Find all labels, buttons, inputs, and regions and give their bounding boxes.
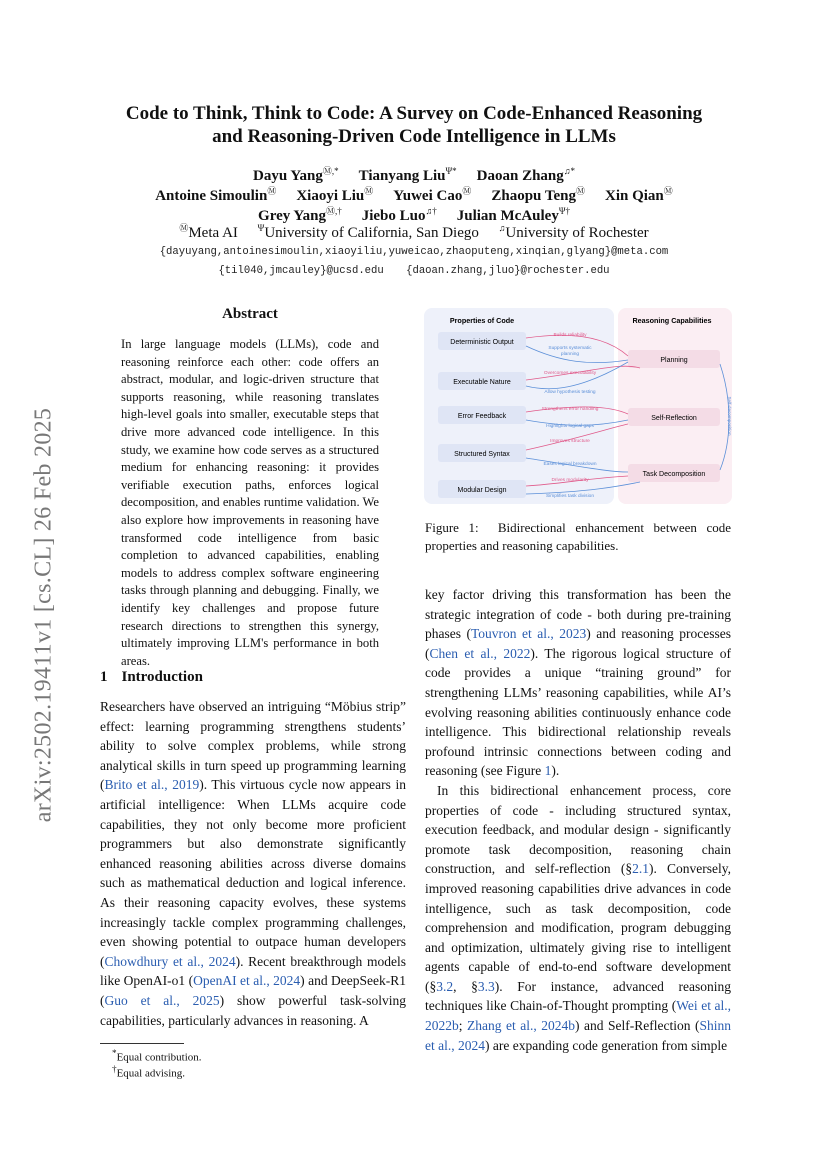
author-affiliation-mark: ♫† bbox=[425, 206, 437, 216]
node-modular-design bbox=[438, 480, 526, 498]
affiliations bbox=[80, 221, 748, 242]
svg-text:Task Decomposition: Task Decomposition bbox=[642, 471, 706, 478]
section-heading-introduction bbox=[100, 669, 203, 686]
section-title: Introduction bbox=[121, 669, 203, 685]
author-name: Julian McAuley$^{\Psi\dagger}$ bbox=[456, 206, 570, 224]
body-text: ). bbox=[551, 763, 560, 779]
svg-text:Improves structure: Improves structure bbox=[550, 439, 590, 444]
caption-label: Figure 1: bbox=[425, 520, 479, 535]
left-header: Properties of Code bbox=[449, 316, 515, 325]
author-affiliation-mark: Ⓜ bbox=[462, 186, 472, 196]
citation-link[interactable]: OpenAI et al., 2024 bbox=[193, 973, 301, 989]
node-planning bbox=[628, 350, 720, 368]
author-name: Zhaopu TengⓂ bbox=[491, 186, 585, 204]
svg-text:Strengthens error handling: Strengthens error handling bbox=[541, 407, 599, 412]
author-affiliation-mark: Ψ* bbox=[445, 166, 457, 176]
svg-text:planning: planning bbox=[560, 352, 580, 357]
body-text: ). Recent breakthrough models like OpenAI-o1 ( bbox=[100, 953, 406, 989]
citation-link[interactable]: 3.2 bbox=[436, 978, 454, 994]
affiliation-ucsd: $^\Psi$University of California, San Diego bbox=[257, 223, 479, 241]
title-line-2: and Reasoning-Driven Code Intelligence in LLMs bbox=[212, 126, 616, 147]
svg-text:Overcomes executability: Overcomes executability bbox=[543, 371, 597, 376]
author-affiliation-mark: Ⓜ bbox=[575, 186, 585, 196]
body-text: ) and DeepSeek-R1 ( bbox=[100, 973, 406, 1008]
author-affiliation-mark: Ⓜ bbox=[663, 186, 673, 196]
citation-link[interactable]: 2.1 bbox=[632, 861, 649, 877]
svg-text:Eases logical breakdown: Eases logical breakdown bbox=[543, 462, 597, 467]
email-line-2 bbox=[80, 265, 748, 277]
right-column-text bbox=[425, 585, 731, 1055]
author-name: Xin QianⓂ bbox=[605, 186, 673, 204]
node-structured-syntax bbox=[438, 444, 526, 462]
email-meta-link[interactable]: {dayuyang,antoinesimoulin,xiaoyiliu,yuweicao,zhaoputeng,xinqian,glyang}@meta.com bbox=[159, 246, 669, 258]
body-text: ) are expanding code generation from simple bbox=[485, 1037, 728, 1053]
abstract-text: In large language models (LLMs), code and reasoning reinforce each other: code offers an abstract, modular, and logic-driven structure that supports reasoning, while reasoning translates high-level goals into smaller, executable steps that drive more advanced code intelligence. In this study, we examine how code serves as a structured medium for enhancing reasoning: it provides verifiable execution paths, enforces logical decomposition, and enables runtime validation. We also explore how improvements in reasoning have transformed code intelligence from basic completion to advanced capabilities, enabling models to address complex software engineering tasks through planning and debugging. Finally, we identify key challenges and propose future research directions to strengthen this synergy, ultimately improving LLM's performance in both areas. bbox=[121, 337, 379, 668]
arxiv-sidebar-stamp bbox=[24, 370, 64, 860]
caption-text: Bidirectional enhancement between code properties and reasoning capabilities. bbox=[425, 520, 732, 553]
footnote-equal-advising: †Equal advising. bbox=[112, 1064, 186, 1080]
node-task-decomposition bbox=[628, 464, 720, 482]
author-name: Antoine SimoulinⓂ bbox=[155, 186, 277, 204]
body-text: ; bbox=[458, 1018, 468, 1034]
citation-link[interactable]: 3.3 bbox=[477, 978, 495, 994]
author-name: Grey YangⓂ,† bbox=[258, 206, 342, 224]
citation-link[interactable]: Brito et al., 2019 bbox=[104, 777, 200, 793]
body-text: ). The rigorous logical structure of code provides a unique “training ground” for strengthening LLMs’ reasoning capabilities, while AI’s evolving reasoning abilities continuously enhance code intelligence. This bidirectional relationship reveals profound intrinsic connections between coding and reasoning (see Figure bbox=[425, 645, 732, 779]
body-text: ). For instance, advanced reasoning techniques like Chain-of-Thought prompting ( bbox=[425, 978, 731, 1014]
affiliation-rochester: ♫University of Rochester bbox=[498, 223, 649, 241]
body-text: ) show powerful task-solving capabilities, particularly advances in reasoning. A bbox=[100, 992, 406, 1028]
right-paragraph-2 bbox=[425, 781, 731, 1055]
right-paragraph-1 bbox=[425, 585, 731, 781]
author-affiliation-mark: Ⓜ bbox=[267, 186, 277, 196]
node-self-reflection bbox=[628, 408, 720, 426]
svg-text:Modular Design: Modular Design bbox=[457, 487, 507, 494]
body-text: In this bidirectional enhancement process, core properties of code - including structured syntax, execution feedback, and modular design - significantly promote task decomposition, reasoning chain construction, and self-reflection (§ bbox=[425, 782, 731, 877]
citation-link[interactable]: Chen et al., 2022 bbox=[429, 645, 531, 661]
intro-paragraph-1 bbox=[100, 697, 406, 1030]
svg-text:Supports systematic: Supports systematic bbox=[548, 346, 592, 351]
body-text: ) and Self-Reflection ( bbox=[575, 1018, 700, 1034]
citation-link[interactable]: Guo et al., 2025 bbox=[104, 992, 220, 1008]
citation-link[interactable]: 1 bbox=[544, 763, 552, 779]
body-text: ). Conversely, improved reasoning capabilities drive advances in code intelligence, such as task decomposition, code comprehension and modification, program debugging and optimization, ultimately giving rise to intelligent agents capable of end-to-end software development (§ bbox=[425, 861, 732, 994]
author-name: Yuwei CaoⓂ bbox=[393, 186, 472, 204]
citation-link[interactable]: Touvron et al., 2023 bbox=[471, 626, 587, 642]
svg-text:Drives modularity: Drives modularity bbox=[551, 478, 589, 483]
svg-text:Highlights logical gaps: Highlights logical gaps bbox=[546, 424, 594, 429]
affiliation-meta: ⓂMeta AI bbox=[179, 223, 238, 241]
author-affiliation-mark: ♫* bbox=[563, 166, 576, 176]
email-rochester-link[interactable]: {daoan.zhang,jluo}@rochester.edu bbox=[406, 265, 610, 277]
title-line-1: Code to Think, Think to Code: A Survey on Code-Enhanced Reasoning bbox=[125, 103, 703, 124]
body-text: Researchers have observed an intriguing “Möbius strip” effect: learning programming strengthens students’ ability to solve complex problems, while strong analytical skills in turn speed up programming learning ( bbox=[100, 699, 406, 793]
svg-text:Simplifies task division: Simplifies task division bbox=[546, 494, 594, 499]
body-text: ). This virtuous cycle now appears in artificial intelligence: When LLMs acquire code capabilities, they not only become more proficient programmers but also demonstrate significantly enhanced reasoning abilities across diverse domains such as mathematical deduction and logical inference. As their reasoning capacity evolves, these systems increasingly tackle complex programming challenges, even showing potential to outpace human developers ( bbox=[100, 777, 406, 969]
citation-link[interactable]: Zhang et al., 2024b bbox=[467, 1018, 576, 1034]
side-label: Self-decomposition bbox=[727, 396, 732, 436]
svg-text:Allow hypothesis testing: Allow hypothesis testing bbox=[544, 390, 596, 395]
svg-text:Builds reliability: Builds reliability bbox=[553, 333, 587, 338]
body-text: key factor driving this transformation has been the strategic integration of code - both during pre-training phases ( bbox=[425, 587, 731, 642]
svg-text:Self-Reflection: Self-Reflection bbox=[651, 415, 697, 422]
author-affiliation-mark: Ⓜ,† bbox=[325, 206, 342, 216]
arxiv-id: arXiv:2502.19411v1 [cs.CL] 26 Feb 2025 bbox=[30, 407, 57, 823]
citation-link[interactable]: Chowdhury et al., 2024 bbox=[104, 953, 236, 969]
figure-1-diagram bbox=[420, 300, 738, 508]
node-executable-nature bbox=[438, 372, 526, 390]
email-ucsd-link[interactable]: {til040,jmcauley}@ucsd.edu bbox=[218, 265, 384, 277]
author-name: Tianyang Liu$^{\Psi*}$ bbox=[358, 166, 457, 184]
node-deterministic-output bbox=[438, 332, 526, 350]
body-text: , § bbox=[453, 978, 478, 994]
svg-text:Planning: Planning bbox=[660, 357, 688, 364]
author-name: Daoan Zhang♫* bbox=[476, 166, 576, 184]
paper-title bbox=[80, 102, 748, 148]
citation-link[interactable]: Wei et al., 2022b bbox=[425, 998, 732, 1034]
svg-text:Deterministic Output: Deterministic Output bbox=[450, 339, 514, 346]
footnote-rule bbox=[100, 1043, 184, 1044]
node-error-feedback bbox=[438, 406, 526, 424]
email-line-1 bbox=[80, 246, 748, 258]
section-number: 1 bbox=[100, 669, 108, 685]
citation-link[interactable]: Shinn et al., 2024 bbox=[425, 1018, 731, 1053]
svg-text:Error Feedback: Error Feedback bbox=[457, 413, 507, 420]
figure-1-caption bbox=[425, 519, 731, 555]
author-affiliation-mark: Ⓜ,* bbox=[322, 166, 339, 176]
right-header: Reasoning Capabilities bbox=[632, 316, 712, 325]
author-name: Xiaoyi LiuⓂ bbox=[296, 186, 374, 204]
author-affiliation-mark: Ψ† bbox=[558, 206, 570, 216]
footnote-equal-contribution: *Equal contribution. bbox=[112, 1048, 202, 1064]
author-name: Jiebo Luo♫† bbox=[361, 206, 437, 224]
author-name: Dayu YangⓂ,* bbox=[252, 166, 339, 184]
svg-text:Structured Syntax: Structured Syntax bbox=[454, 451, 510, 458]
svg-text:Executable Nature: Executable Nature bbox=[453, 379, 511, 386]
abstract-heading: Abstract bbox=[222, 306, 278, 322]
author-affiliation-mark: Ⓜ bbox=[364, 186, 374, 196]
body-text: ) and reasoning processes ( bbox=[425, 626, 731, 661]
